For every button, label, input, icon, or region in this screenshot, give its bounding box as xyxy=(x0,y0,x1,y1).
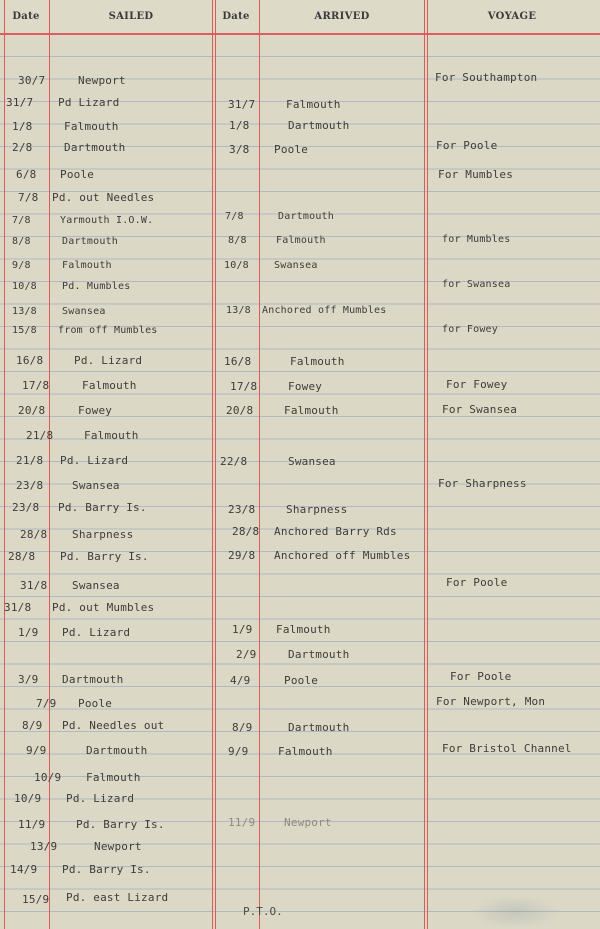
sailed-place: Dartmouth xyxy=(62,673,124,686)
sailed-place: Pd. east Lizard xyxy=(66,891,169,904)
arrived-date: 29/8 xyxy=(228,549,256,562)
sailed-place: Falmouth xyxy=(84,429,139,442)
arrived-date: 1/9 xyxy=(232,623,253,636)
table-header xyxy=(0,0,600,35)
sailed-place: Falmouth xyxy=(82,379,137,392)
arrived-place: Anchored Barry Rds xyxy=(274,525,397,538)
sailed-date: 1/9 xyxy=(18,626,39,639)
arrived-place: Dartmouth xyxy=(288,119,350,132)
arrived-place: Falmouth xyxy=(286,98,341,111)
sailed-place: Dartmouth xyxy=(64,141,126,154)
arrived-place: Falmouth xyxy=(276,623,331,636)
sailed-place: Pd. Barry Is. xyxy=(76,818,165,831)
arrived-place: Poole xyxy=(274,143,309,156)
column-rule xyxy=(427,0,428,929)
column-rule xyxy=(424,0,425,929)
arrived-date: 9/9 xyxy=(228,745,249,758)
arrived-place: Falmouth xyxy=(276,235,326,246)
arrived-place: Anchored off Mumbles xyxy=(274,549,411,562)
arrived-date: 23/8 xyxy=(228,503,256,516)
sailed-date: 1/8 xyxy=(12,120,33,133)
arrived-place: Anchored off Mumbles xyxy=(262,305,387,316)
sailed-place: Newport xyxy=(94,840,142,853)
sailed-place: Pd. Needles out xyxy=(62,719,165,732)
sailed-date: 31/8 xyxy=(20,579,48,592)
sailed-place: Dartmouth xyxy=(62,236,118,247)
sailed-date: 31/8 xyxy=(4,601,32,614)
voyage: For Poole xyxy=(436,139,498,152)
voyage: For Sharpness xyxy=(438,477,527,490)
sailed-date: 17/8 xyxy=(22,379,50,392)
header-date-arrived: Date xyxy=(222,11,250,22)
sailed-place: Swansea xyxy=(72,479,120,492)
voyage: For Poole xyxy=(446,576,508,589)
sailed-place: Sharpness xyxy=(72,528,134,541)
arrived-date: 8/8 xyxy=(228,235,247,246)
arrived-date: 3/8 xyxy=(229,143,250,156)
sailed-date: 3/9 xyxy=(18,673,39,686)
sailed-date: 13/8 xyxy=(12,306,37,317)
page-turn-note: P.T.O. xyxy=(243,905,283,918)
voyage: for Swansea xyxy=(442,279,511,290)
arrived-place: Swansea xyxy=(274,260,318,271)
voyage: For Swansea xyxy=(442,403,518,416)
sailed-date: 11/9 xyxy=(18,818,46,831)
arrived-date: 11/9 xyxy=(228,816,256,829)
sailed-date: 14/9 xyxy=(10,863,38,876)
sailed-place: Poole xyxy=(78,697,113,710)
arrived-place: Dartmouth xyxy=(288,648,350,661)
sailed-date: 9/9 xyxy=(26,744,47,757)
sailed-date: 28/8 xyxy=(20,528,48,541)
sailed-place: Swansea xyxy=(72,579,120,592)
sailed-date: 23/8 xyxy=(16,479,44,492)
sailed-place: Yarmouth I.O.W. xyxy=(60,215,154,226)
arrived-place: Dartmouth xyxy=(278,211,334,222)
sailed-place: Pd. Lizard xyxy=(62,626,131,639)
sailed-place: Pd. Mumbles xyxy=(62,281,131,292)
arrived-date: 16/8 xyxy=(224,355,252,368)
arrived-date: 4/9 xyxy=(230,674,251,687)
sailed-date: 15/8 xyxy=(12,325,37,336)
voyage: For Bristol Channel xyxy=(442,742,572,755)
sailed-date: 6/8 xyxy=(16,168,37,181)
arrived-date: 28/8 xyxy=(232,525,260,538)
sailed-date: 2/8 xyxy=(12,141,33,154)
sailed-place: Dartmouth xyxy=(86,744,148,757)
sailed-date: 10/9 xyxy=(14,792,42,805)
sailed-place: Fowey xyxy=(78,404,113,417)
sailed-date: 8/8 xyxy=(12,236,31,247)
arrived-place: Swansea xyxy=(288,455,336,468)
arrived-date: 22/8 xyxy=(220,455,248,468)
sailed-place: Pd. out Needles xyxy=(52,191,155,204)
voyage: for Fowey xyxy=(442,324,498,335)
voyage: For Mumbles xyxy=(438,168,514,181)
voyage: for Mumbles xyxy=(442,234,511,245)
sailed-place: Pd. Barry Is. xyxy=(60,550,149,563)
arrived-place: Falmouth xyxy=(290,355,345,368)
voyage: For Newport, Mon xyxy=(436,695,546,708)
header-date-sailed: Date xyxy=(12,11,40,22)
sailed-date: 8/9 xyxy=(22,719,43,732)
sailed-place: Falmouth xyxy=(62,260,112,271)
column-rule xyxy=(259,0,260,929)
sailed-place: Pd. Barry Is. xyxy=(62,863,151,876)
sailed-place: Pd. out Mumbles xyxy=(52,601,155,614)
header-voyage: VOYAGE xyxy=(487,11,537,22)
arrived-place: Poole xyxy=(284,674,319,687)
sailed-date: 16/8 xyxy=(16,354,44,367)
sailed-place: from off Mumbles xyxy=(58,325,158,336)
arrived-date: 8/9 xyxy=(232,721,253,734)
header-sailed: SAILED xyxy=(108,11,154,22)
sailed-date: 31/7 xyxy=(6,96,34,109)
paper-stain xyxy=(470,895,560,929)
sailed-place: Pd Lizard xyxy=(58,96,120,109)
column-rule xyxy=(215,0,216,929)
sailed-date: 28/8 xyxy=(8,550,36,563)
arrived-place: Falmouth xyxy=(284,404,339,417)
arrived-place: Newport xyxy=(284,816,332,829)
arrived-date: 10/8 xyxy=(224,260,249,271)
sailed-place: Pd. Barry Is. xyxy=(58,501,147,514)
sailed-date: 23/8 xyxy=(12,501,40,514)
sailed-date: 15/9 xyxy=(22,893,50,906)
sailed-date: 10/9 xyxy=(34,771,62,784)
sailed-date: 7/8 xyxy=(12,215,31,226)
arrived-date: 31/7 xyxy=(228,98,256,111)
arrived-place: Falmouth xyxy=(278,745,333,758)
arrived-date: 2/9 xyxy=(236,648,257,661)
sailed-place: Falmouth xyxy=(64,120,119,133)
arrived-place: Fowey xyxy=(288,380,323,393)
sailed-place: Falmouth xyxy=(86,771,141,784)
voyage: For Fowey xyxy=(446,378,508,391)
column-rule xyxy=(4,0,5,929)
arrived-date: 13/8 xyxy=(226,305,251,316)
column-rule xyxy=(212,0,213,929)
header-arrived: ARRIVED xyxy=(314,11,370,22)
arrived-place: Sharpness xyxy=(286,503,348,516)
arrived-date: 20/8 xyxy=(226,404,254,417)
arrived-place: Dartmouth xyxy=(288,721,350,734)
sailed-date: 30/7 xyxy=(18,74,46,87)
sailed-place: Poole xyxy=(60,168,95,181)
arrived-date: 17/8 xyxy=(230,380,258,393)
sailed-date: 21/8 xyxy=(16,454,44,467)
sailed-place: Swansea xyxy=(62,306,106,317)
arrived-date: 7/8 xyxy=(225,211,244,222)
sailed-place: Pd. Lizard xyxy=(60,454,129,467)
sailed-date: 7/8 xyxy=(18,191,39,204)
sailed-date: 20/8 xyxy=(18,404,46,417)
sailed-date: 10/8 xyxy=(12,281,37,292)
voyage: For Poole xyxy=(450,670,512,683)
sailed-date: 13/9 xyxy=(30,840,58,853)
sailed-place: Pd. Lizard xyxy=(74,354,143,367)
sailed-date: 9/8 xyxy=(12,260,31,271)
column-rule xyxy=(49,0,50,929)
sailed-date: 7/9 xyxy=(36,697,57,710)
voyage: For Southampton xyxy=(435,71,538,84)
arrived-date: 1/8 xyxy=(229,119,250,132)
sailed-place: Pd. Lizard xyxy=(66,792,135,805)
sailed-date: 21/8 xyxy=(26,429,54,442)
sailed-place: Newport xyxy=(78,74,126,87)
